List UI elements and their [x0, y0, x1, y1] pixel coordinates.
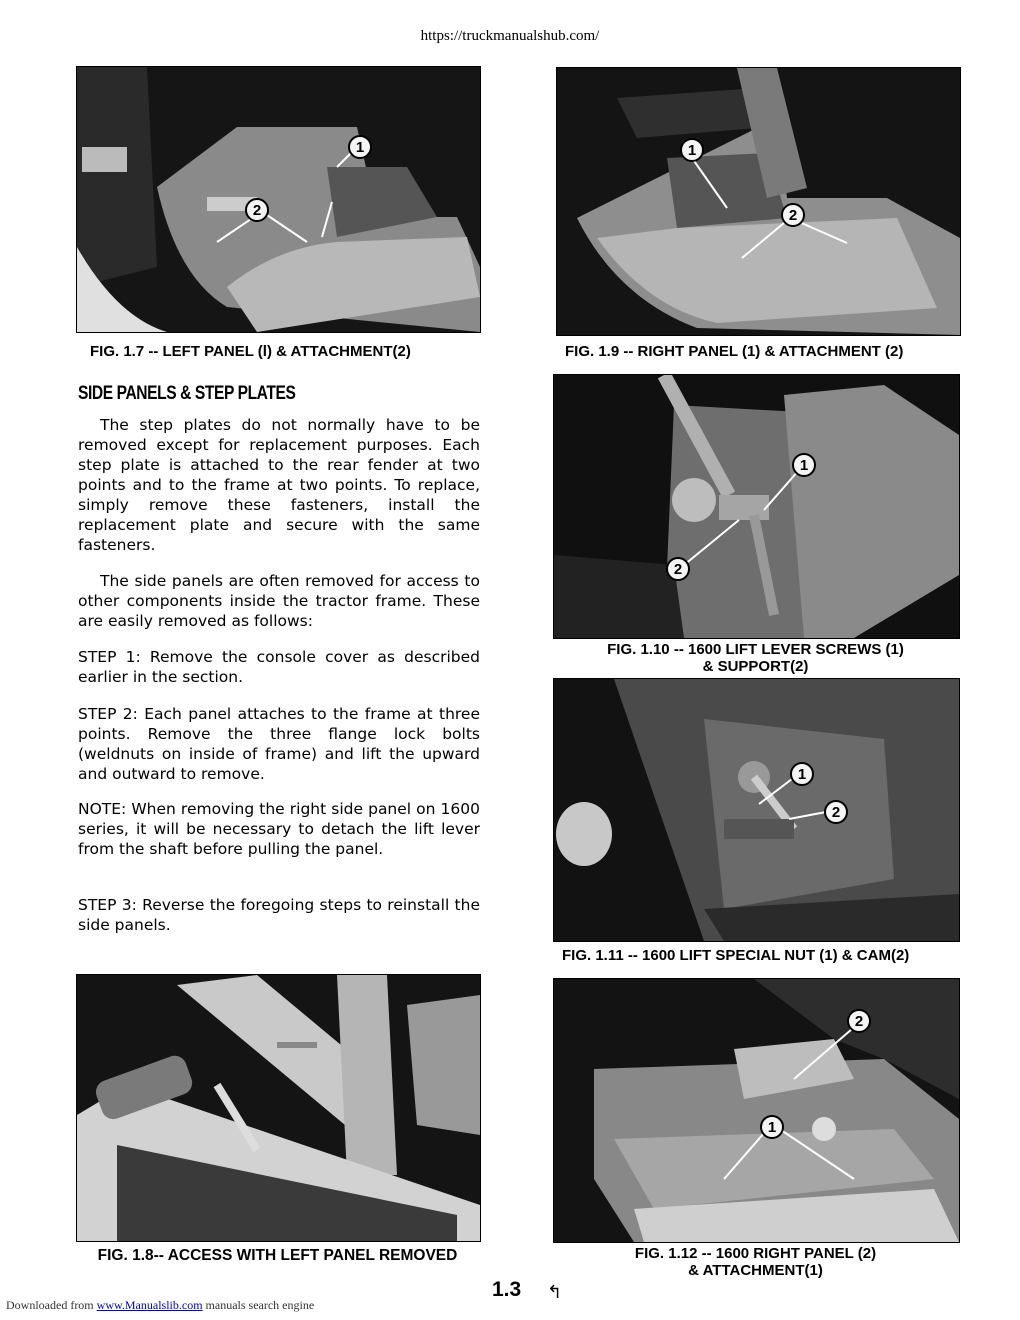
fig-1-7-callout-1: 1 [355, 139, 365, 156]
footer-suffix: manuals search engine [202, 1298, 315, 1312]
fig-1-10-caption-line-2: & SUPPORT(2) [702, 658, 809, 675]
fig-1-11-photo [553, 678, 960, 942]
fig-1-11-callout-1: 1 [797, 766, 807, 783]
fig-1-10-callout-1: 1 [799, 457, 809, 474]
fig-1-12-caption [553, 1245, 958, 1279]
fig-1-10-photo [553, 374, 960, 639]
fig-1-12-caption-line-2: & ATTACHMENT(1) [688, 1262, 823, 1279]
fig-1-9-callout-2: 2 [788, 207, 798, 224]
paragraph-side-panels: The side panels are often removed for access to other components inside the tractor frame. These are easily removed as follows: [78, 572, 480, 630]
fig-1-11-callout-2: 2 [831, 804, 841, 821]
fig-1-10-caption [553, 641, 958, 675]
fig-1-11-caption: FIG. 1.11 -- 1600 LIFT SPECIAL NUT (1) & CAM(2) [562, 947, 910, 964]
header-url: https://truckmanualshub.com/ [420, 28, 600, 44]
pen-mark-icon: ↰ [547, 1282, 563, 1302]
fig-1-9-photo [556, 67, 961, 336]
download-footer [6, 1298, 314, 1313]
fig-1-12-callout-2: 2 [854, 1013, 864, 1030]
fig-1-12-caption-line-1: FIG. 1.12 -- 1600 RIGHT PANEL (2) [634, 1245, 877, 1262]
fig-1-10-caption-line-1: FIG. 1.10 -- 1600 LIFT LEVER SCREWS (1) [607, 641, 904, 658]
manualslib-link[interactable]: www.Manualslib.com [96, 1298, 203, 1312]
footer-prefix: Downloaded from [6, 1298, 97, 1312]
fig-1-7-caption: FIG. 1.7 -- LEFT PANEL (l) & ATTACHMENT(2) [90, 343, 411, 360]
fig-1-9-caption: FIG. 1.9 -- RIGHT PANEL (1) & ATTACHMENT (2) [565, 343, 904, 360]
section-heading: SIDE PANELS & STEP PLATES [78, 383, 296, 404]
step-3-text: STEP 3: Reverse the foregoing steps to reinstall the side panels. [78, 896, 480, 934]
fig-1-9-callout-1: 1 [687, 142, 697, 159]
step-1-text: STEP 1: Remove the console cover as described earlier in the section. [78, 648, 480, 686]
fig-1-8-photo [76, 974, 481, 1242]
step-2-text: STEP 2: Each panel attaches to the frame at three points. Remove the three flange lock bolts (weldnuts on inside of frame) and lift the upward and outward to remove. [78, 705, 480, 783]
fig-1-12-photo [553, 978, 960, 1243]
note-text: NOTE: When removing the right side panel on 1600 series, it will be necessary to detach the lift lever from the shaft before pulling the panel. [78, 800, 480, 858]
page-number: 1.3 [492, 1278, 522, 1301]
fig-1-8-caption: FIG. 1.8-- ACCESS WITH LEFT PANEL REMOVED [97, 1247, 458, 1264]
fig-1-7-photo [76, 66, 481, 333]
fig-1-10-callout-2: 2 [673, 561, 683, 578]
fig-1-12-callout-1: 1 [767, 1119, 777, 1136]
fig-1-7-callout-2: 2 [252, 202, 262, 219]
paragraph-step-plates: The step plates do not normally have to be removed except for replacement purposes. Each step plate is attached to the rear fender at two points and to the frame at two points. To replace, simply remove these fasteners, install the replacement plate and secure with the same fasteners. [78, 416, 480, 554]
